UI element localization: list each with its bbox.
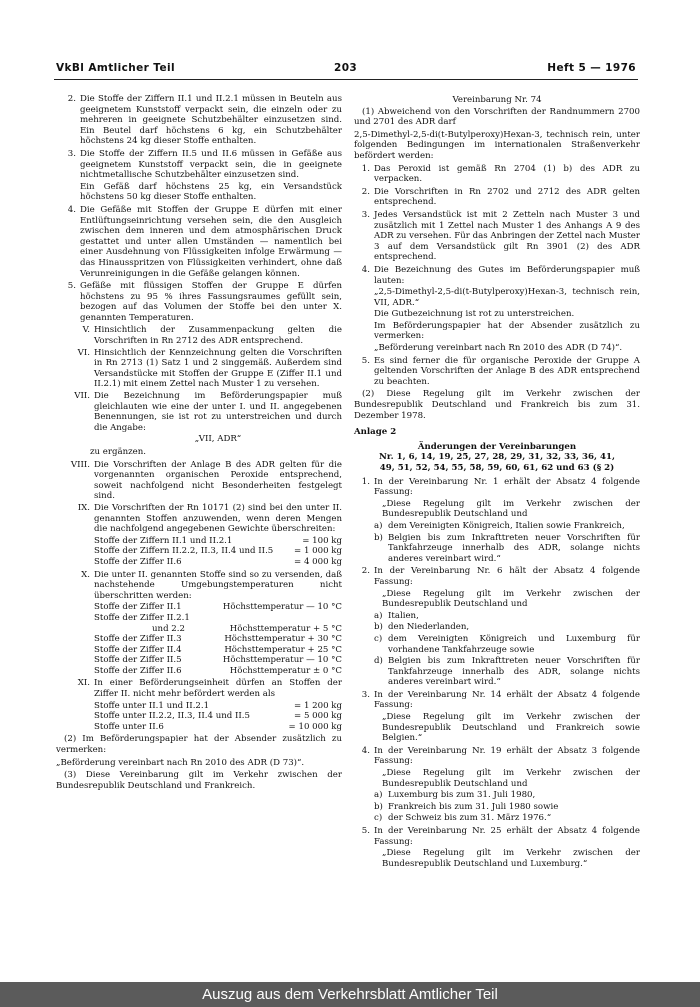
item-paragraph: Die Stoffe der Ziffern II.5 und II.6 müssen in Gefäße aus geeignetem Kunststoff verpackt sein, die in geeignete nichtmetallische Schutzbehälter einzusetzen sind. bbox=[80, 148, 342, 181]
row-value: = 1 200 kg bbox=[294, 700, 342, 711]
amendment-quote: „Diese Regelung gilt im Verkehr zwischen der Bundesrepublik Deutschland und bbox=[382, 768, 640, 789]
paragraph-3: (3) Diese Vereinbarung gilt im Verkehr zwischen der Bundesrepublik Deutschland und Frankreich. bbox=[56, 770, 342, 791]
amendment-item bbox=[354, 690, 640, 745]
amendment-subitem bbox=[374, 622, 640, 633]
section-number: IX. bbox=[77, 502, 90, 513]
item-body bbox=[374, 164, 640, 186]
item-number: 5. bbox=[67, 281, 76, 292]
row-value: = 10 000 kg bbox=[288, 721, 342, 732]
section-vi bbox=[56, 348, 342, 390]
row-temperature: Höchsttemperatur ± 0 °C bbox=[229, 665, 342, 676]
item-body bbox=[374, 566, 640, 689]
numbered-items-2-5 bbox=[56, 94, 342, 324]
item-paragraph: Es sind ferner die für organische Peroxide der Gruppe A geltenden Vorschriften der Anlage B des ADR entsprechend zu beachten. bbox=[374, 355, 640, 387]
section-text: Hinsichtlich der Kennzeichnung gelten die Vorschriften in Rn 2713 (1) Satz 1 und 2 singgemäß. Außerdem sind Versandstücke mit Stoffen der Gruppe E (Ziffer II.1 und II.2.1) mit einem Zettel nach Muster 1 zu versehen. bbox=[94, 347, 342, 390]
amendments-heading: Änderungen der Vereinbarungen bbox=[417, 441, 577, 452]
item-body bbox=[374, 356, 640, 389]
subitem-label: a) bbox=[374, 610, 383, 621]
subitem-text: Belgien bis zum Inkrafttreten neuer Vorschriften für Tankfahrzeuge innerhalb des ADR, solange nichts anderes vereinbart wird.“ bbox=[388, 532, 640, 564]
amendment-subitem bbox=[374, 813, 640, 824]
subitem-label: b) bbox=[374, 801, 383, 812]
amendment-lead: In der Vereinbarung Nr. 19 erhält der Absatz 3 folgende Fassung: bbox=[374, 745, 640, 767]
subitem-label: d) bbox=[374, 656, 383, 667]
table-row bbox=[94, 655, 342, 666]
page-number: 203 bbox=[334, 62, 358, 74]
table-row bbox=[94, 613, 342, 624]
item-paragraph: Gefäße mit flüssigen Stoffen der Gruppe E dürfen höchstens zu 95 % ihres Fassungsraumes gefüllt sein, bezogen auf das Volumen der Stoffe bei den unter X. genannten Temperaturen. bbox=[80, 281, 342, 323]
row-temperature: Höchsttemperatur + 30 °C bbox=[224, 634, 342, 645]
section-viii bbox=[56, 460, 342, 502]
item-paragraph: Das Peroxid ist gemäß Rn 2704 (1) b) des ADR zu verpacken. bbox=[374, 163, 640, 185]
section-number: VII. bbox=[74, 391, 90, 402]
item-number: 3. bbox=[67, 148, 76, 159]
amendment-quote: „Diese Regelung gilt im Verkehr zwischen der Bundesrepublik Deutschland und Frankreich sowie Belgien.“ bbox=[382, 712, 640, 744]
subitem-text: Italien, bbox=[388, 610, 419, 621]
item-paragraph: Die Gutbezeichnung ist rot zu unterstreichen. bbox=[374, 309, 575, 320]
agreement-74-items bbox=[354, 164, 640, 389]
numbered-item bbox=[354, 356, 640, 389]
item-number: 4. bbox=[361, 264, 370, 275]
row-value: = 4 000 kg bbox=[294, 556, 342, 567]
row-label: Stoffe der Ziffer II.6 bbox=[94, 665, 182, 676]
row-label: Stoffe unter II.2.2, II.3, II.4 und II.5 bbox=[94, 711, 251, 722]
section-number: V. bbox=[82, 325, 90, 336]
section-number: X. bbox=[81, 569, 90, 580]
table-row bbox=[94, 634, 342, 645]
section-text: Die Vorschriften der Rn 10171 (2) sind bei den unter II. genannten Stoffen anzuwenden, wenn deren Mengen die nachfolgend angegebenen Gewichte überschreiten: bbox=[94, 502, 342, 535]
table-row bbox=[94, 701, 342, 712]
numbered-item bbox=[354, 265, 640, 355]
transport-unit-limits-table bbox=[94, 701, 342, 733]
table-row bbox=[94, 645, 342, 656]
amendment-subitem bbox=[374, 521, 640, 532]
table-row bbox=[94, 546, 342, 557]
item-body bbox=[80, 205, 342, 280]
item-body bbox=[374, 187, 640, 209]
item-body bbox=[374, 746, 640, 825]
subitem-text: dem Vereinigten Königreich und Luxemburg für vorhandene Tankfahrzeuge sowie bbox=[388, 633, 640, 655]
item-number: 3. bbox=[361, 209, 370, 220]
table-row bbox=[94, 602, 342, 613]
table-row bbox=[94, 666, 342, 677]
page-header bbox=[56, 62, 636, 78]
item-body bbox=[374, 826, 640, 870]
item-number: 2. bbox=[361, 566, 370, 577]
item-number: 5. bbox=[361, 355, 370, 366]
numbered-item bbox=[56, 281, 342, 324]
item-body bbox=[374, 477, 640, 566]
item-body bbox=[374, 265, 640, 355]
item-number: 1. bbox=[361, 163, 370, 174]
amendment-quote: „Diese Regelung gilt im Verkehr zwischen der Bundesrepublik Deutschland und Luxemburg.“ bbox=[382, 848, 640, 869]
item-number: 2. bbox=[67, 94, 76, 104]
weight-limits-table bbox=[94, 536, 342, 568]
left-column bbox=[56, 94, 342, 793]
item-body bbox=[374, 690, 640, 745]
section-xi bbox=[56, 678, 342, 733]
paragraph-2-quote: „Beförderung vereinbart nach Rn 2010 des ADR (D 73)“. bbox=[56, 757, 305, 768]
amendment-lead: In der Vereinbarung Nr. 6 hält der Absatz 4 folgende Fassung: bbox=[374, 566, 640, 587]
row-label: Stoffe der Ziffer II.1 bbox=[94, 602, 182, 613]
subitem-label: a) bbox=[374, 520, 383, 531]
row-label: Stoffe der Ziffer II.5 bbox=[94, 655, 182, 666]
subitem-label: a) bbox=[374, 790, 383, 801]
row-label: Stoffe der Ziffer II.2.1 bbox=[94, 612, 190, 623]
item-number: 3. bbox=[361, 689, 370, 700]
subitem-label: b) bbox=[374, 622, 383, 633]
item-paragraph: Die Vorschriften in Rn 2702 und 2712 des ADR gelten entsprechend. bbox=[374, 186, 640, 208]
numbered-item bbox=[56, 205, 342, 280]
amendment-quote: „Diese Regelung gilt im Verkehr zwischen der Bundesrepublik Deutschland und bbox=[382, 498, 640, 520]
header-rule bbox=[54, 79, 638, 80]
section-ix bbox=[56, 503, 342, 569]
subitem-text: Frankreich bis zum 31. Juli 1980 sowie bbox=[388, 801, 559, 812]
row-label: Stoffe der Ziffern II.1 und II.2.1 bbox=[94, 535, 233, 546]
section-v bbox=[56, 325, 342, 346]
section-text: Die Bezeichnung im Beförderungspapier muß gleichlauten wie eine der unter I. und II. angegebenen Benennungen, sie ist rot zu unterstreichen und durch die Angabe: bbox=[94, 391, 342, 433]
row-label: und 2.2 bbox=[152, 623, 185, 634]
subitem-text: Belgien bis zum Inkrafttreten neuer Vorschriften für Tankfahrzeuge innerhalb des ADR, solange nichts anderes vereinbart wird.“ bbox=[388, 656, 640, 688]
section-text: In einer Beförderungseinheit dürfen an Stoffen der Ziffer II. nicht mehr befördert werden als bbox=[94, 678, 342, 700]
amendment-subitem bbox=[374, 802, 640, 813]
amendment-subitem bbox=[374, 611, 640, 622]
section-vii bbox=[56, 391, 342, 446]
amendment-subitem bbox=[374, 656, 640, 688]
row-temperature: Höchsttemperatur — 10 °C bbox=[222, 602, 342, 613]
agreement-74-substance: 2,5-Dimethyl-2,5-di(t-Butylperoxy)Hexan-3, technisch rein, unter folgenden Bedingungen im internationalen Straßenverkehr befördert werden: bbox=[354, 129, 640, 161]
item-paragraph: „Beförderung vereinbart nach Rn 2010 des ADR (D 74)“. bbox=[374, 343, 623, 354]
issue-label: Heft 5 — 1976 bbox=[547, 62, 636, 74]
amendment-quote: „Diese Regelung gilt im Verkehr zwischen der Bundesrepublik Deutschland und bbox=[382, 588, 640, 610]
item-number: 1. bbox=[361, 476, 370, 487]
section-x bbox=[56, 570, 342, 678]
row-temperature: Höchsttemperatur + 25 °C bbox=[224, 644, 342, 655]
item-number: 4. bbox=[361, 745, 370, 756]
item-paragraph: „2,5-Dimethyl-2,5-di(t-Butylperoxy)Hexan-3, technisch rein, VII, ADR.“ bbox=[374, 287, 640, 308]
section-tail: zu ergänzen. bbox=[90, 447, 147, 457]
item-paragraph: Jedes Versandstück ist mit 2 Zetteln nach Muster 3 und zusätzlich mit 1 Zettel nach Muster 1 des Anhangs A 9 des ADR zu versehen. Für das Anbringen der Zettel nach Muster 3 auf dem Versandstück gilt Rn 3901 (2) des ADR entsprechend. bbox=[374, 209, 640, 263]
section-number: XI. bbox=[77, 678, 90, 689]
subitem-text: Luxemburg bis zum 31. Juli 1980, bbox=[388, 790, 536, 801]
numbered-item bbox=[354, 187, 640, 209]
table-row bbox=[94, 711, 342, 722]
numbered-item bbox=[56, 149, 342, 204]
amendment-item bbox=[354, 477, 640, 566]
row-label: Stoffe unter II.1 und II.2.1 bbox=[94, 700, 210, 711]
amendment-item bbox=[354, 566, 640, 689]
numbered-item bbox=[56, 94, 342, 148]
temperature-table bbox=[94, 602, 342, 676]
amendment-item bbox=[354, 826, 640, 870]
table-row bbox=[94, 624, 342, 635]
amendments-list bbox=[354, 477, 640, 871]
amendment-lead: In der Vereinbarung Nr. 1 erhält der Absatz 4 folgende Fassung: bbox=[374, 476, 640, 498]
item-body bbox=[374, 210, 640, 264]
item-paragraph: Ein Gefäß darf höchstens 25 kg, ein Versandstück höchstens 50 kg dieser Stoffe enthalten. bbox=[80, 181, 342, 203]
row-value: = 5 000 kg bbox=[294, 711, 342, 722]
row-label: Stoffe der Ziffer II.3 bbox=[94, 634, 182, 645]
subitem-label: c) bbox=[374, 633, 383, 644]
item-paragraph: Die Stoffe der Ziffern II.1 und II.2.1 müssen in Beuteln aus geeignetem Kunststoff verpackt sein, die einzeln oder zu mehreren in geeignete Schutzbehälter einzusetzen sind. Ein Beutel darf höchstens 6 kg, ein Schutzbehälter höchstens 24 kg dieser Stoffe enthalten. bbox=[80, 94, 342, 147]
quoted-designation: „VII, ADR“ bbox=[194, 434, 242, 445]
amendment-subitem bbox=[374, 634, 640, 655]
item-paragraph: Im Beförderungspapier hat der Absender zusätzlich zu vermerken: bbox=[374, 320, 640, 342]
agreement-74-closing: (2) Diese Regelung gilt im Verkehr zwischen der Bundesrepublik Deutschland und Frankreich bis zum 31. Dezember 1978. bbox=[354, 389, 640, 421]
item-body bbox=[80, 281, 342, 324]
row-value: = 1 000 kg bbox=[294, 546, 342, 557]
amendments-subheading: Nr. 1, 6, 14, 19, 25, 27, 28, 29, 31, 32, 33, 36, 41, 49, 51, 52, 54, 55, 58, 59, 60, 61, 62 und 63 (§ 2) bbox=[379, 452, 615, 473]
item-number: 4. bbox=[67, 204, 76, 215]
row-label: Stoffe unter II.6 bbox=[94, 721, 164, 732]
amendment-lead: In der Vereinbarung Nr. 14 erhält der Absatz 4 folgende Fassung: bbox=[374, 689, 640, 711]
table-row bbox=[94, 722, 342, 733]
section-number: VIII. bbox=[70, 459, 90, 470]
numbered-item bbox=[354, 164, 640, 186]
item-body bbox=[80, 149, 342, 204]
subitem-label: b) bbox=[374, 532, 383, 543]
amendment-subitem bbox=[374, 790, 640, 801]
subitem-label: c) bbox=[374, 813, 383, 824]
subitem-text: dem Vereinigten Königreich, Italien sowie Frankreich, bbox=[388, 520, 625, 531]
amendment-lead: In der Vereinbarung Nr. 25 erhält der Absatz 4 folgende Fassung: bbox=[374, 826, 640, 847]
row-value: = 100 kg bbox=[302, 535, 342, 546]
paragraph-2: (2) Im Beförderungspapier hat der Absender zusätzlich zu vermerken: bbox=[56, 734, 342, 756]
subitem-text: den Niederlanden, bbox=[388, 622, 470, 633]
table-row bbox=[94, 536, 342, 547]
agreement-74-title: Vereinbarung Nr. 74 bbox=[452, 95, 542, 105]
right-column bbox=[354, 94, 640, 871]
item-paragraph: Die Bezeichnung des Gutes im Beförderungspapier muß lauten: bbox=[374, 264, 640, 286]
item-number: 5. bbox=[361, 826, 370, 836]
row-label: Stoffe der Ziffer II.4 bbox=[94, 644, 182, 655]
journal-title: VkBl Amtlicher Teil bbox=[56, 62, 175, 74]
item-body bbox=[80, 94, 342, 148]
row-temperature: Höchsttemperatur + 5 °C bbox=[229, 623, 342, 634]
row-temperature: Höchsttemperatur — 10 °C bbox=[222, 655, 342, 666]
row-label: Stoffe der Ziffern II.2.2, II.3, II.4 und II.5 bbox=[94, 546, 274, 557]
numbered-item bbox=[354, 210, 640, 264]
section-text: Hinsichtlich der Zusammenpackung gelten die Vorschriften in Rn 2712 des ADR entsprechend. bbox=[94, 325, 342, 347]
section-number: VI. bbox=[77, 347, 90, 358]
item-number: 2. bbox=[361, 186, 370, 197]
footer-banner: Auszug aus dem Verkehrsblatt Amtlicher Teil bbox=[0, 982, 700, 1007]
amendment-item bbox=[354, 746, 640, 825]
anlage-2-heading: Anlage 2 bbox=[354, 427, 397, 438]
section-text: Die Vorschriften der Anlage B des ADR gelten für die vorgenannten organischen Peroxide entsprechend, soweit nachfolgend nicht Besonderheiten festgelegt sind. bbox=[94, 459, 342, 502]
table-row bbox=[94, 557, 342, 568]
row-label: Stoffe der Ziffer II.6 bbox=[94, 556, 182, 567]
amendment-subitem bbox=[374, 533, 640, 565]
agreement-74-intro: (1) Abweichend von den Vorschriften der Randnummern 2700 und 2701 des ADR darf bbox=[354, 106, 640, 128]
row-temperature bbox=[205, 613, 342, 624]
item-paragraph: Die Gefäße mit Stoffen der Gruppe E dürfen mit einer Entlüftungseinrichtung versehen sein, die den Ausgleich zwischen dem inneren und dem atmosphärischen Druck gestattet und unter allen Umständen — namentlich bei einer Ausdehnung von Flüssigkeiten infolge Erwärmung — das Hinausspritzen von Flüssigkeiten verhindert, ohne daß Verunreinigungen in die Gefäße gelangen können. bbox=[80, 204, 342, 279]
subitem-text: der Schweiz bis zum 31. März 1976.“ bbox=[388, 813, 552, 824]
section-text: Die unter II. genannten Stoffe sind so zu versenden, daß nachstehende Umgebungstemperaturen nicht überschritten werden: bbox=[94, 569, 342, 601]
